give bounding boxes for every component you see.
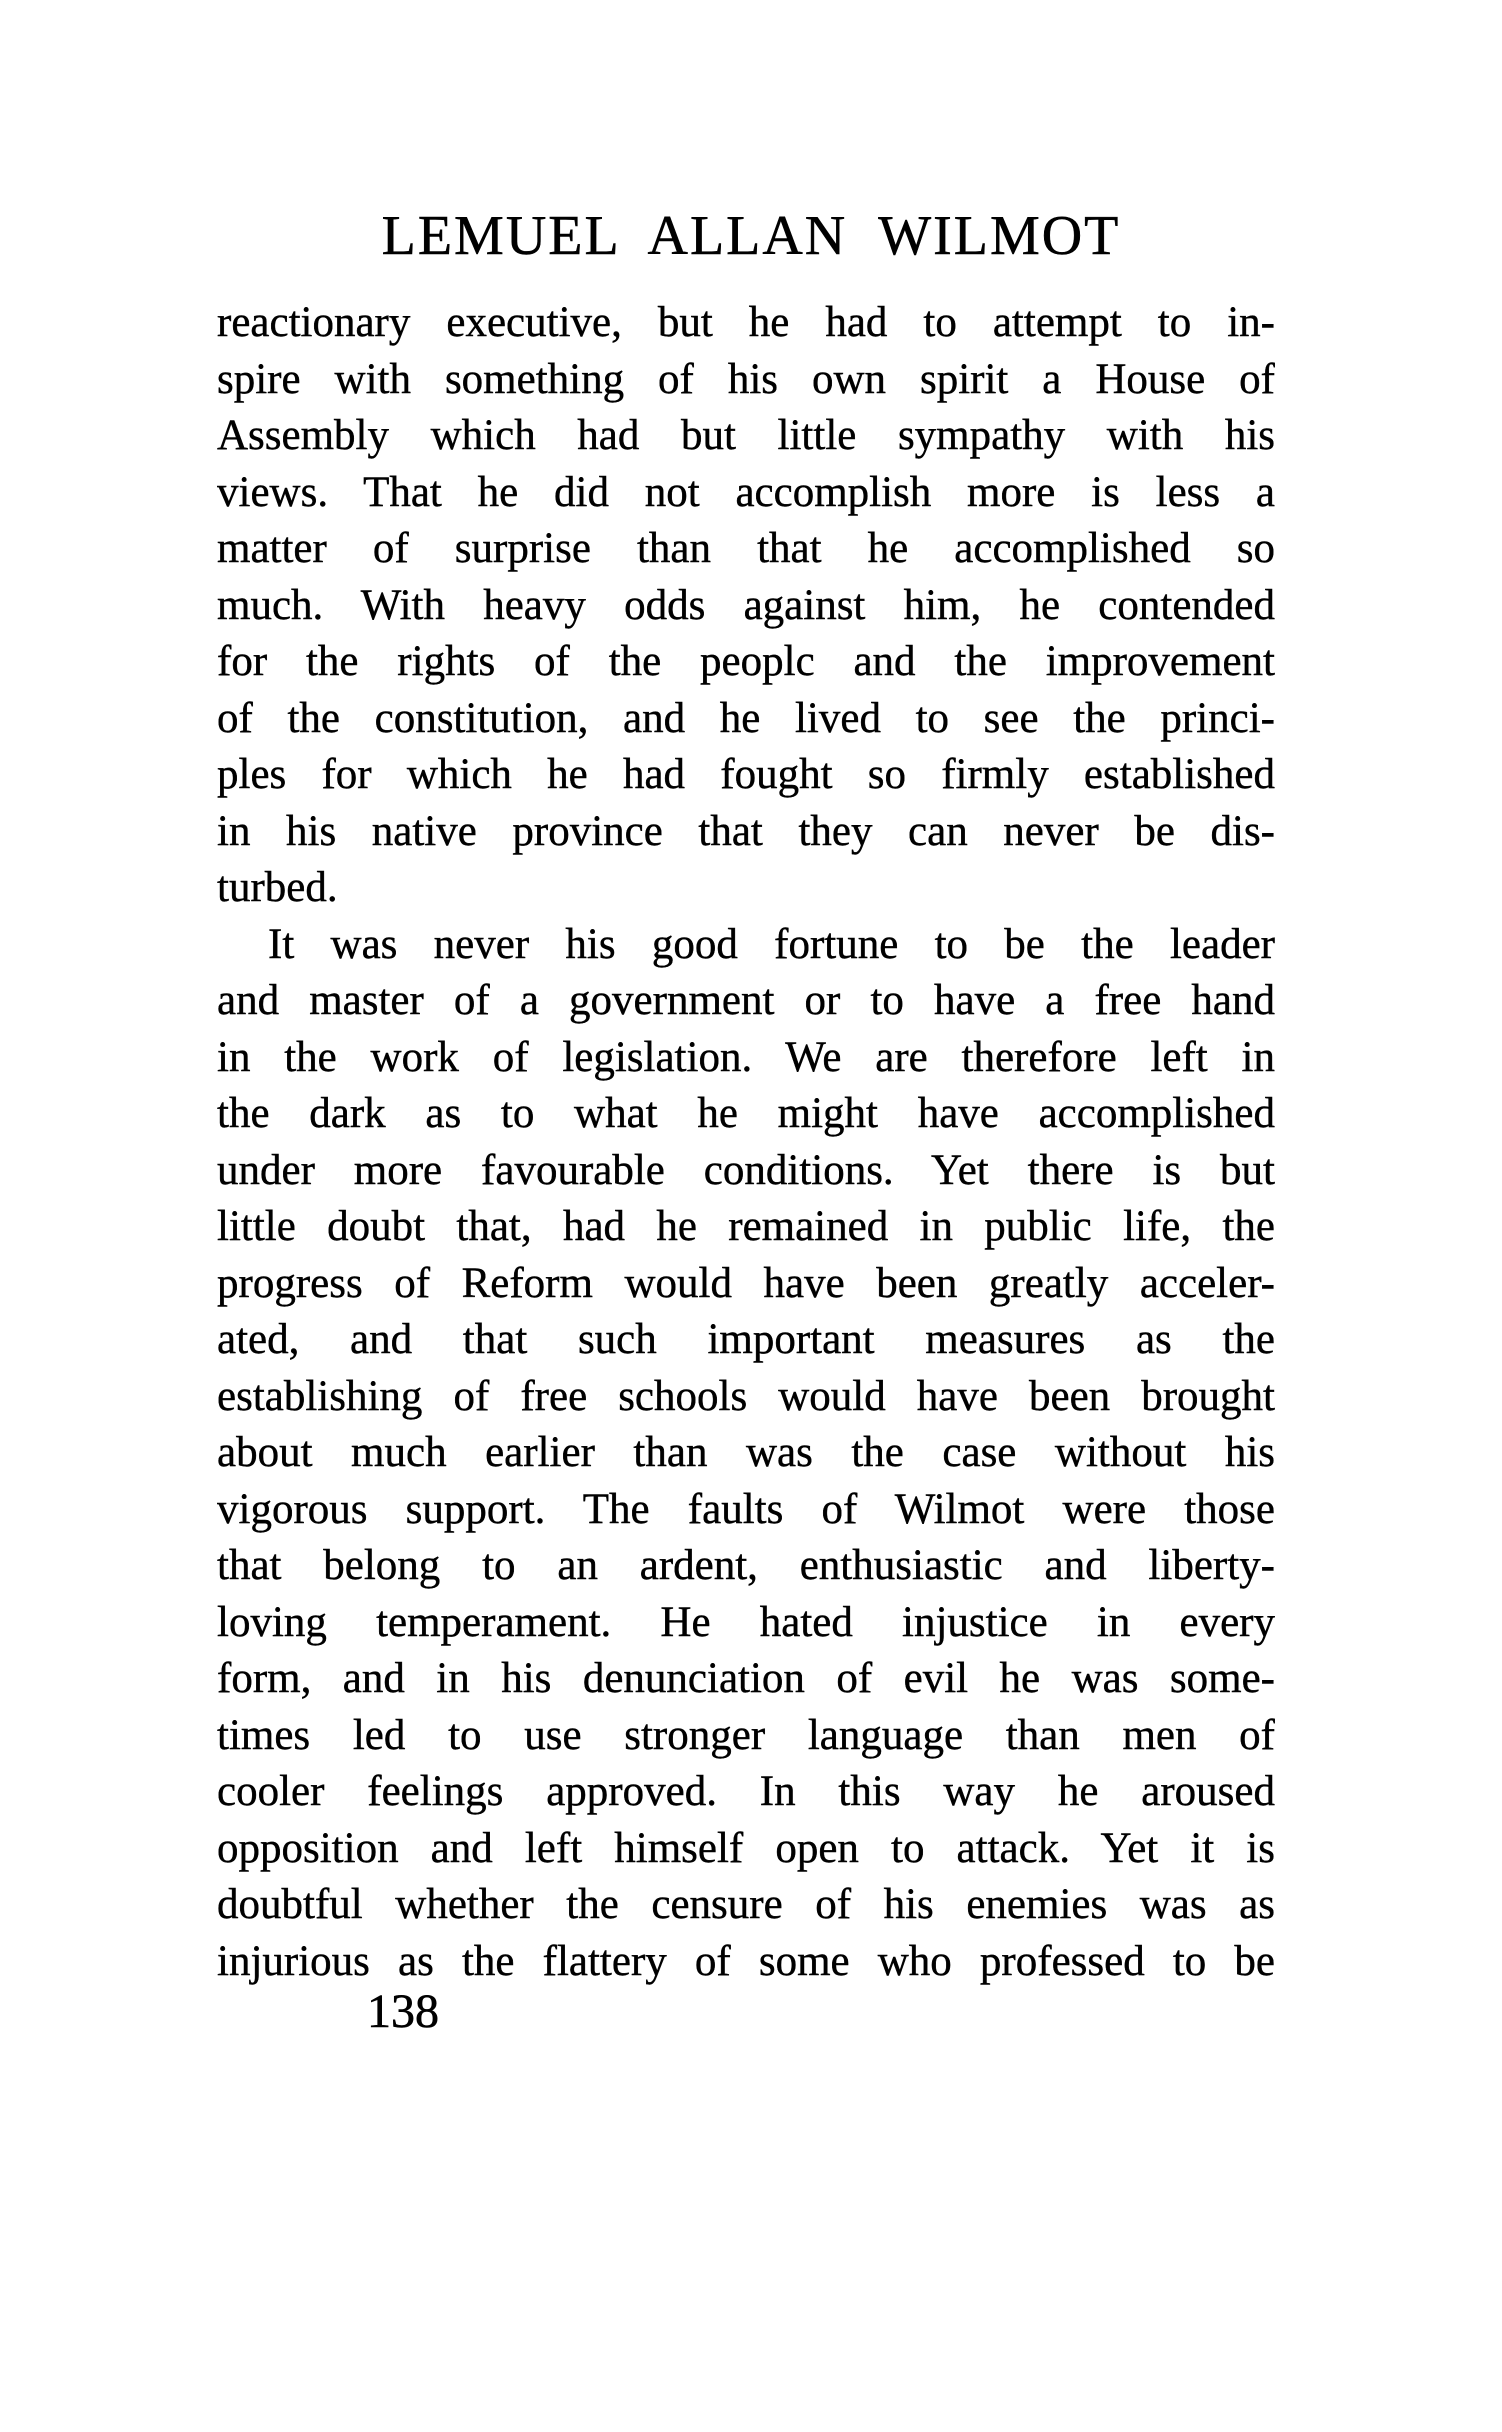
- body-text: [217, 295, 1275, 1990]
- text-line: injurious as the flattery of some who professed to be: [217, 1937, 1275, 1985]
- text-line: under more favourable conditions. Yet there is but: [217, 1146, 1275, 1194]
- text-line: turbed.: [217, 864, 338, 911]
- text-line: Assembly which had but little sympathy with his: [217, 412, 1275, 459]
- text-line: opposition and left himself open to attack. Yet it is: [217, 1824, 1275, 1872]
- text-line: It was never his good fortune to be the leader: [268, 920, 1275, 968]
- text-line: ated, and that such important measures as the: [217, 1316, 1275, 1363]
- text-line: progress of Reform would have been greatly acceler-: [217, 1259, 1275, 1307]
- text-line: about much earlier than was the case without his: [217, 1429, 1275, 1476]
- text-line: little doubt that, had he remained in public life, the: [217, 1203, 1275, 1250]
- text-line: cooler feelings approved. In this way he aroused: [217, 1768, 1275, 1815]
- text-line: ples for which he had fought so firmly established: [217, 751, 1275, 798]
- text-line: for the rights of the peoplc and the improvement: [217, 638, 1275, 685]
- text-line: much. With heavy odds against him, he contended: [217, 581, 1275, 629]
- text-line: in the work of legislation. We are therefore left in: [217, 1033, 1275, 1081]
- text-line: views. That he did not accomplish more is less a: [217, 468, 1275, 516]
- text-line: of the constitution, and he lived to see the princi-: [217, 694, 1275, 742]
- text-line: vigorous support. The faults of Wilmot were those: [217, 1485, 1275, 1533]
- text-line: spire with something of his own spirit a House of: [217, 355, 1275, 403]
- text-line: matter of surprise than that he accomplished so: [217, 525, 1275, 572]
- text-line: the dark as to what he might have accomplished: [217, 1090, 1275, 1137]
- text-line: loving temperament. He hated injustice in every: [217, 1598, 1275, 1646]
- text-line: and master of a government or to have a free hand: [217, 977, 1275, 1024]
- page-heading: LEMUEL ALLAN WILMOT: [381, 205, 1121, 267]
- text-line: reactionary executive, but he had to attempt to in-: [217, 299, 1275, 346]
- text-line: form, and in his denunciation of evil he was some-: [217, 1655, 1275, 1702]
- text-line: in his native province that they can never be dis-: [217, 807, 1275, 855]
- text-line: that belong to an ardent, enthusiastic and liberty-: [217, 1542, 1275, 1589]
- text-line: establishing of free schools would have been brought: [217, 1372, 1275, 1420]
- page-number: 138: [367, 1985, 439, 2038]
- text-line: doubtful whether the censure of his enemies was as: [217, 1881, 1275, 1928]
- text-line: times led to use stronger language than men of: [217, 1711, 1275, 1759]
